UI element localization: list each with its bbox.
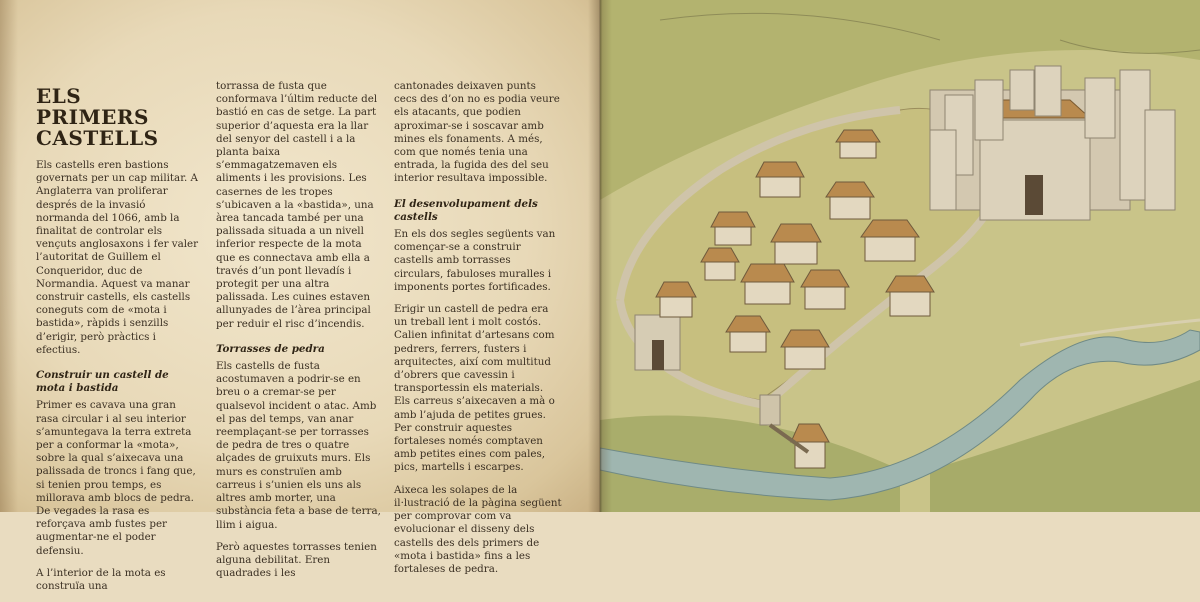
paragraph: A l’interior de la mota es construïa una: [36, 566, 166, 593]
subheading-castle-development: El desenvolupament dels castells: [394, 197, 538, 223]
paragraph: cantonades deixaven punts cecs des d’on no es podia veure els atacants, que podien aproximar-se i soscavar amb mines els fonaments. A més, com que només tenia una entrada, la fugida des del seu interior resultava impossible.: [394, 80, 560, 185]
subheading-stone-keeps: Torrasses de pedra: [216, 342, 325, 355]
page-title: ELS PRIMERS CASTELLS: [36, 84, 159, 150]
text-column-3: [394, 80, 562, 585]
paragraph: torrassa de fusta que conformava l’últim reducte del bastió en cas de setge. La part superior d’aquesta era la llar del senyor del castell i a la planta baixa s’emmagatzemaven els aliments i les provisions. Les casernes de les tropes s’ubicaven a la «bastida», una àrea tancada també per una palissada situada a un nivell inferior respecte de la mota que es connectava amb ella a través d’un pont llevadís i protegit per una altra palissada. Les cuines estaven allunyades de l’àrea principal per reduir el risc d’incendis.: [216, 80, 378, 330]
intro-paragraph: Els castells eren bastions governats per un cap militar. A Anglaterra van proliferar després de la invasió normanda del 1066, amb la finalitat de controlar els vençuts anglosaxons i fer valer l’autoritat de Guillem el Conqueridor, duc de Normandia. Aquest va manar construir castells, els castells coneguts com de «mota i bastida», ràpids i senzills d’erigir, però pràctics i efectius.: [36, 159, 199, 356]
paragraph: Aixeca les solapes de la il·lustració de la pàgina següent per comprovar com va evolucionar el disseny dels castells des dels primers de «mota i bastida» fins a les fortaleses de pedra.: [394, 483, 562, 575]
book-gutter: [588, 0, 612, 512]
text-column-2: [216, 80, 381, 589]
paragraph: Erigir un castell de pedra era un treball lent i molt costós. Calien infinitat d’artesans com pedrers, ferrers, fusters i arquitectes, així com multitud d’obrers que cavessin i transportessin els materials. Els carreus s’aixecaven a mà o amb l’ajuda de petites grues. Per construir aquestes fortaleses només comptaven amb petites eines com pales, pics, martells i escarpes.: [394, 303, 555, 474]
paragraph: En els dos segles següents van començar-se a construir castells amb torrasses circulars, fabuloses muralles i imponents portes fortificades.: [394, 228, 556, 293]
text-column-1: [36, 80, 201, 602]
paragraph: Però aquestes torrasses tenien alguna debilitat. Eren quadrades i les: [216, 540, 377, 580]
castle-illustration: [600, 0, 1200, 512]
left-page: [0, 0, 600, 593]
paragraph: Primer es cavava una gran rasa circular i al seu interior s’amuntegava la terra extreta per a conformar la «mota», sobre la qual s’aixecava una palissada de troncs i fang que, si tenien prou temps, es millorava amb blocs de pedra. De vegades la rasa es reforçava amb fustes per augmentar-ne el poder defensiu.: [36, 399, 196, 557]
subheading-motte-bailey: Construir un castell de mota i bastida: [36, 369, 169, 395]
gatehouse: [635, 315, 680, 370]
right-page-illustration: [600, 0, 1200, 512]
paragraph: Els castells de fusta acostumaven a podrir-se en breu o a cremar-se per qualsevol incident o atac. Amb el pas del temps, van anar reemplaçant-se per torrasses de pedra de tres o quatre alçades de gruixuts murs. Els murs es construïen amb carreus i s’unien els uns als altres amb morter, una substància feta a base de terra, llim i aigua.: [216, 360, 381, 531]
